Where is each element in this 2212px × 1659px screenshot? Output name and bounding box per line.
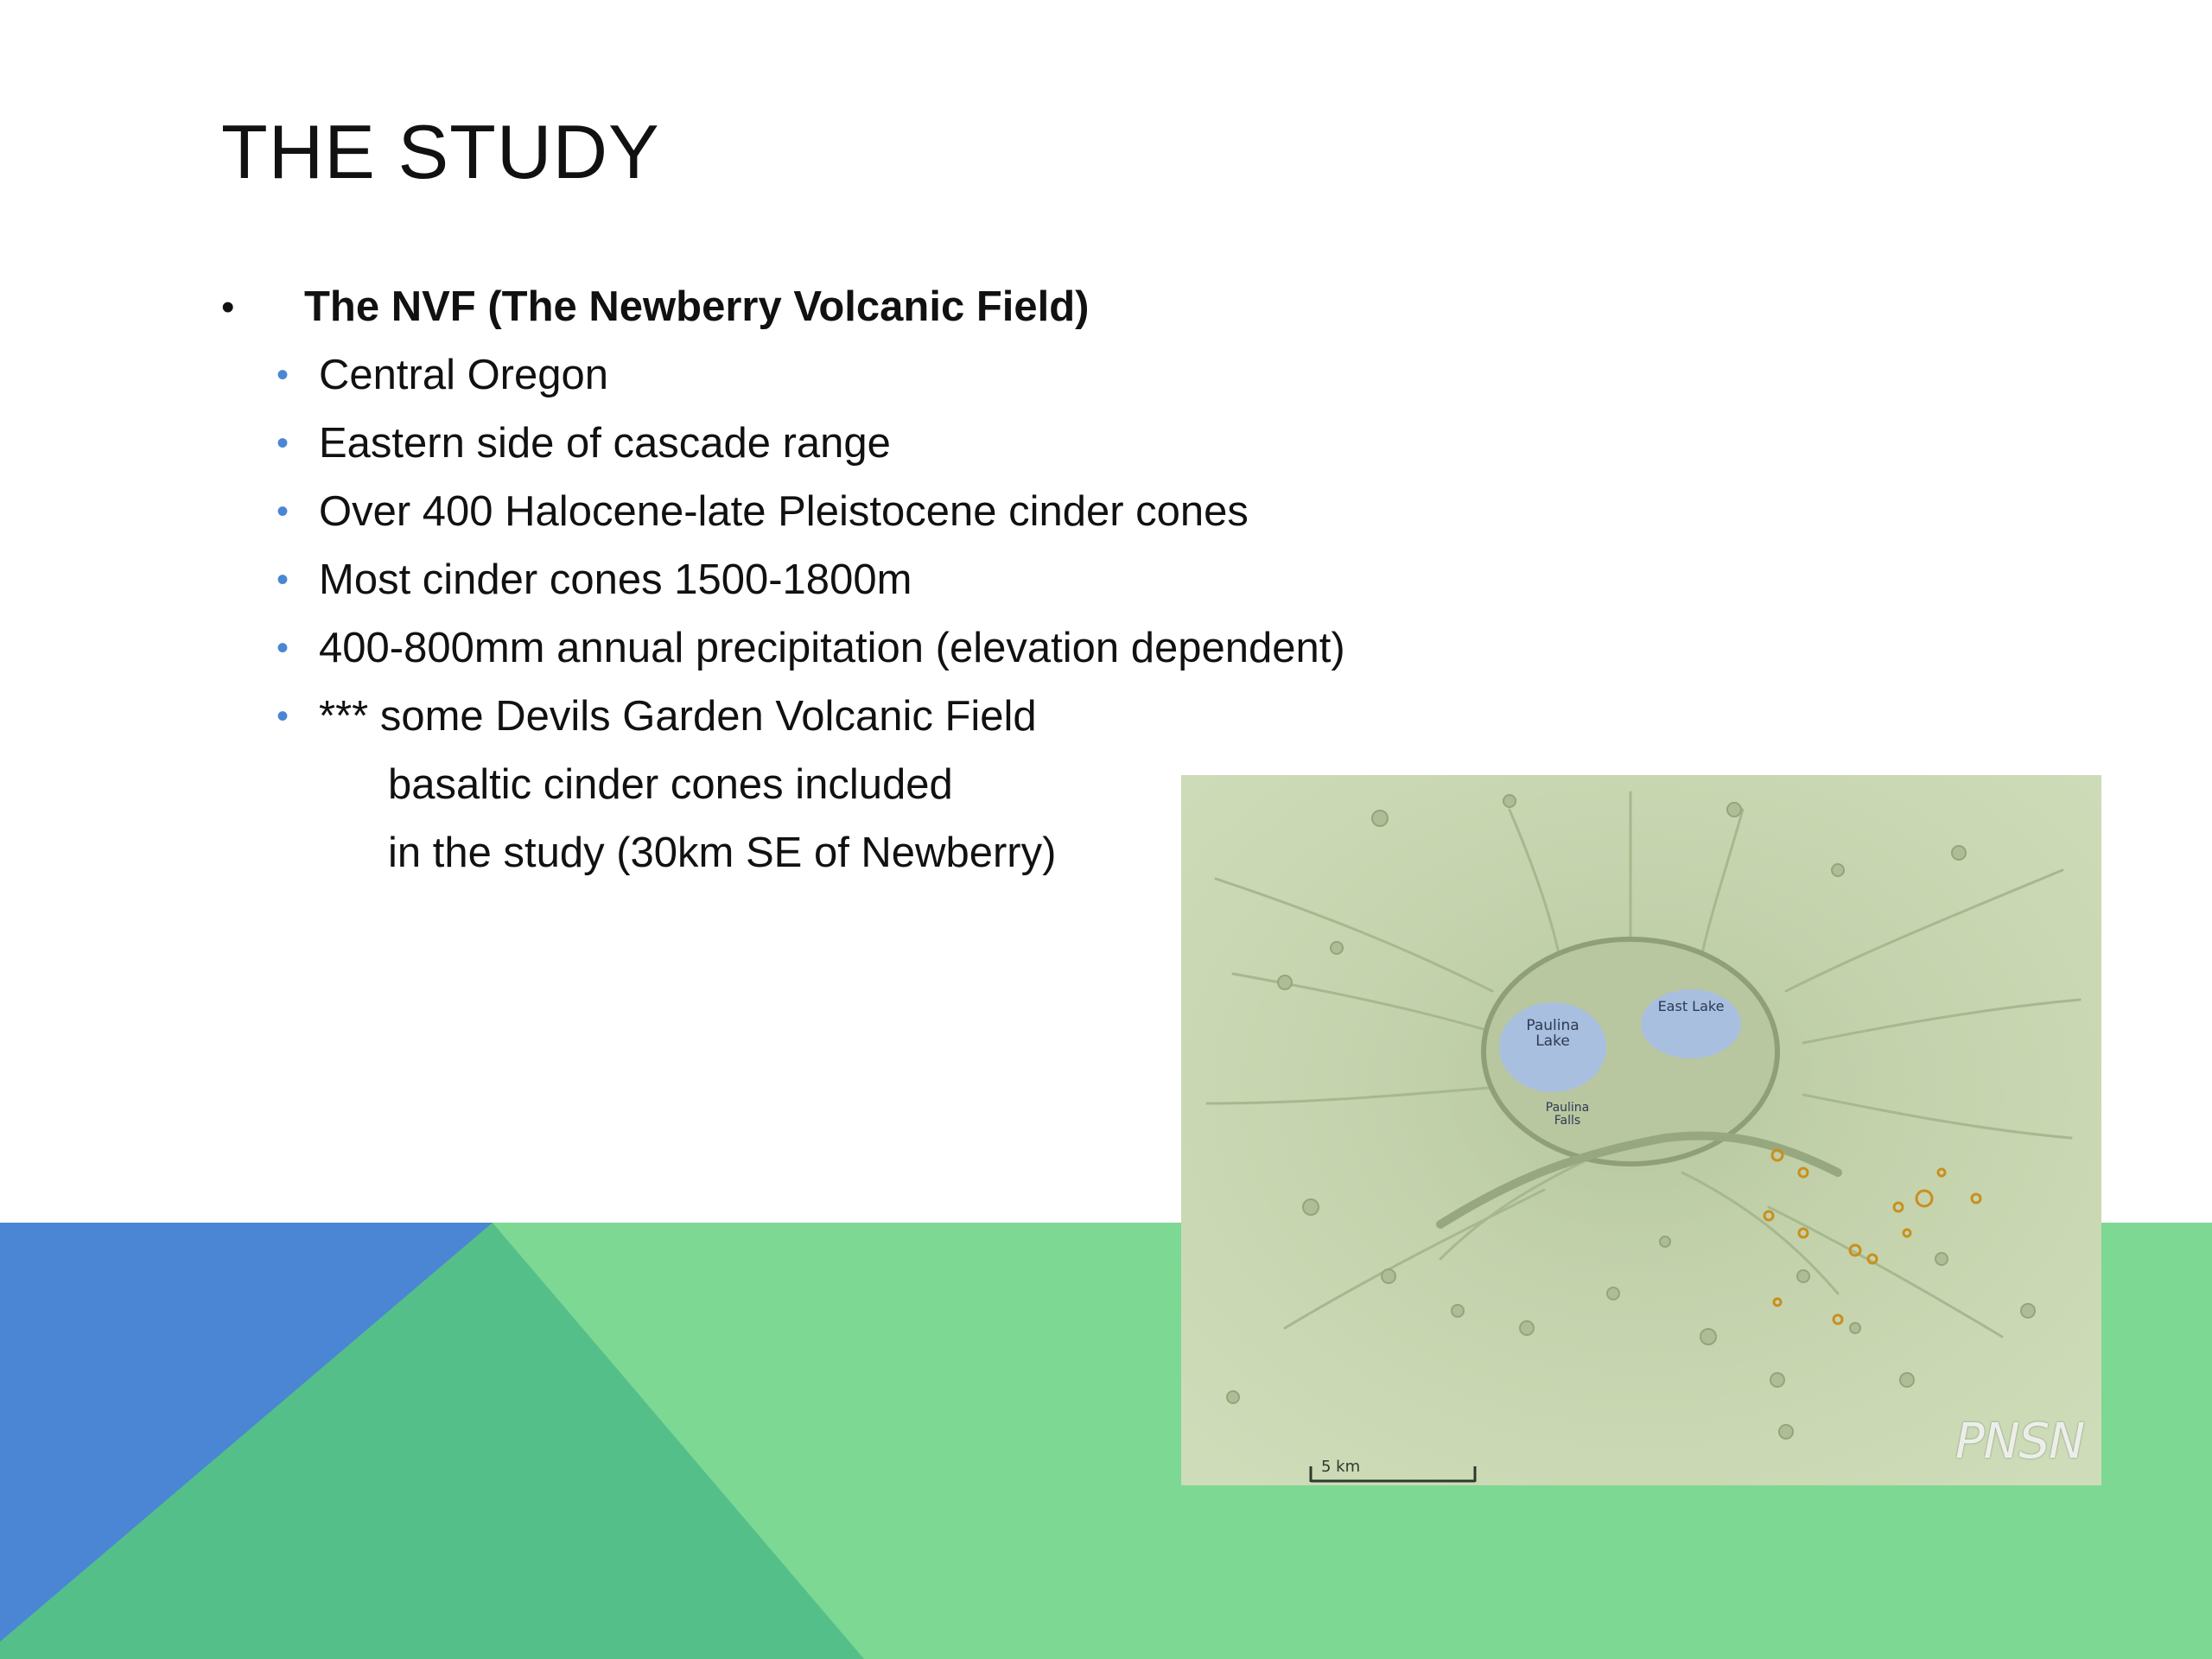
sub-bullet-symbol: • [276, 629, 289, 667]
main-bullet-text: The NVF (The Newberry Volcanic Field) [304, 283, 1090, 330]
sub-bullet-list [221, 341, 1777, 751]
slide-title: THE STUDY [221, 109, 660, 194]
newberry-relief-map [1181, 775, 2101, 1485]
sub-bullet-text: Central Oregon [319, 352, 609, 398]
sub-bullet-symbol: • [276, 424, 289, 462]
sub-bullet-item [221, 683, 1777, 751]
sub-bullet-symbol: • [276, 561, 289, 599]
sub-bullet-item [221, 546, 1777, 614]
sub-bullet-item [221, 478, 1777, 546]
scale-bar-label: 5 km [1321, 1458, 1361, 1476]
sub-bullet-symbol: • [276, 356, 289, 394]
paulina-lake-label: Paulina Lake [1526, 1017, 1580, 1050]
east-lake-label: East Lake [1657, 998, 1725, 1014]
sub-bullet-text: Eastern side of cascade range [319, 420, 891, 467]
continuation-line: basaltic cinder cones included [388, 761, 953, 808]
map-graphic [1181, 775, 2101, 1485]
sub-bullet-item [221, 614, 1777, 683]
sub-bullet-item [221, 341, 1777, 410]
sub-bullet-item [221, 410, 1777, 478]
paulina-falls-label: Paulina Falls [1545, 1101, 1590, 1128]
continuation-line: in the study (30km SE of Newberry) [388, 830, 1057, 876]
main-bullet-item [221, 273, 1777, 341]
pnsn-watermark: PNSN [1955, 1414, 2084, 1470]
sub-bullet-text: Over 400 Halocene-late Pleistocene cinder cones [319, 488, 1249, 535]
main-bullet-symbol: • [221, 286, 235, 328]
sub-bullet-text: 400-800mm annual precipitation (elevation dependent) [319, 625, 1345, 671]
sub-bullet-symbol: • [276, 493, 289, 531]
sub-bullet-symbol: • [276, 697, 289, 735]
sub-bullet-text: Most cinder cones 1500-1800m [319, 556, 912, 603]
sub-bullet-text: *** some Devils Garden Volcanic Field [319, 693, 1037, 740]
